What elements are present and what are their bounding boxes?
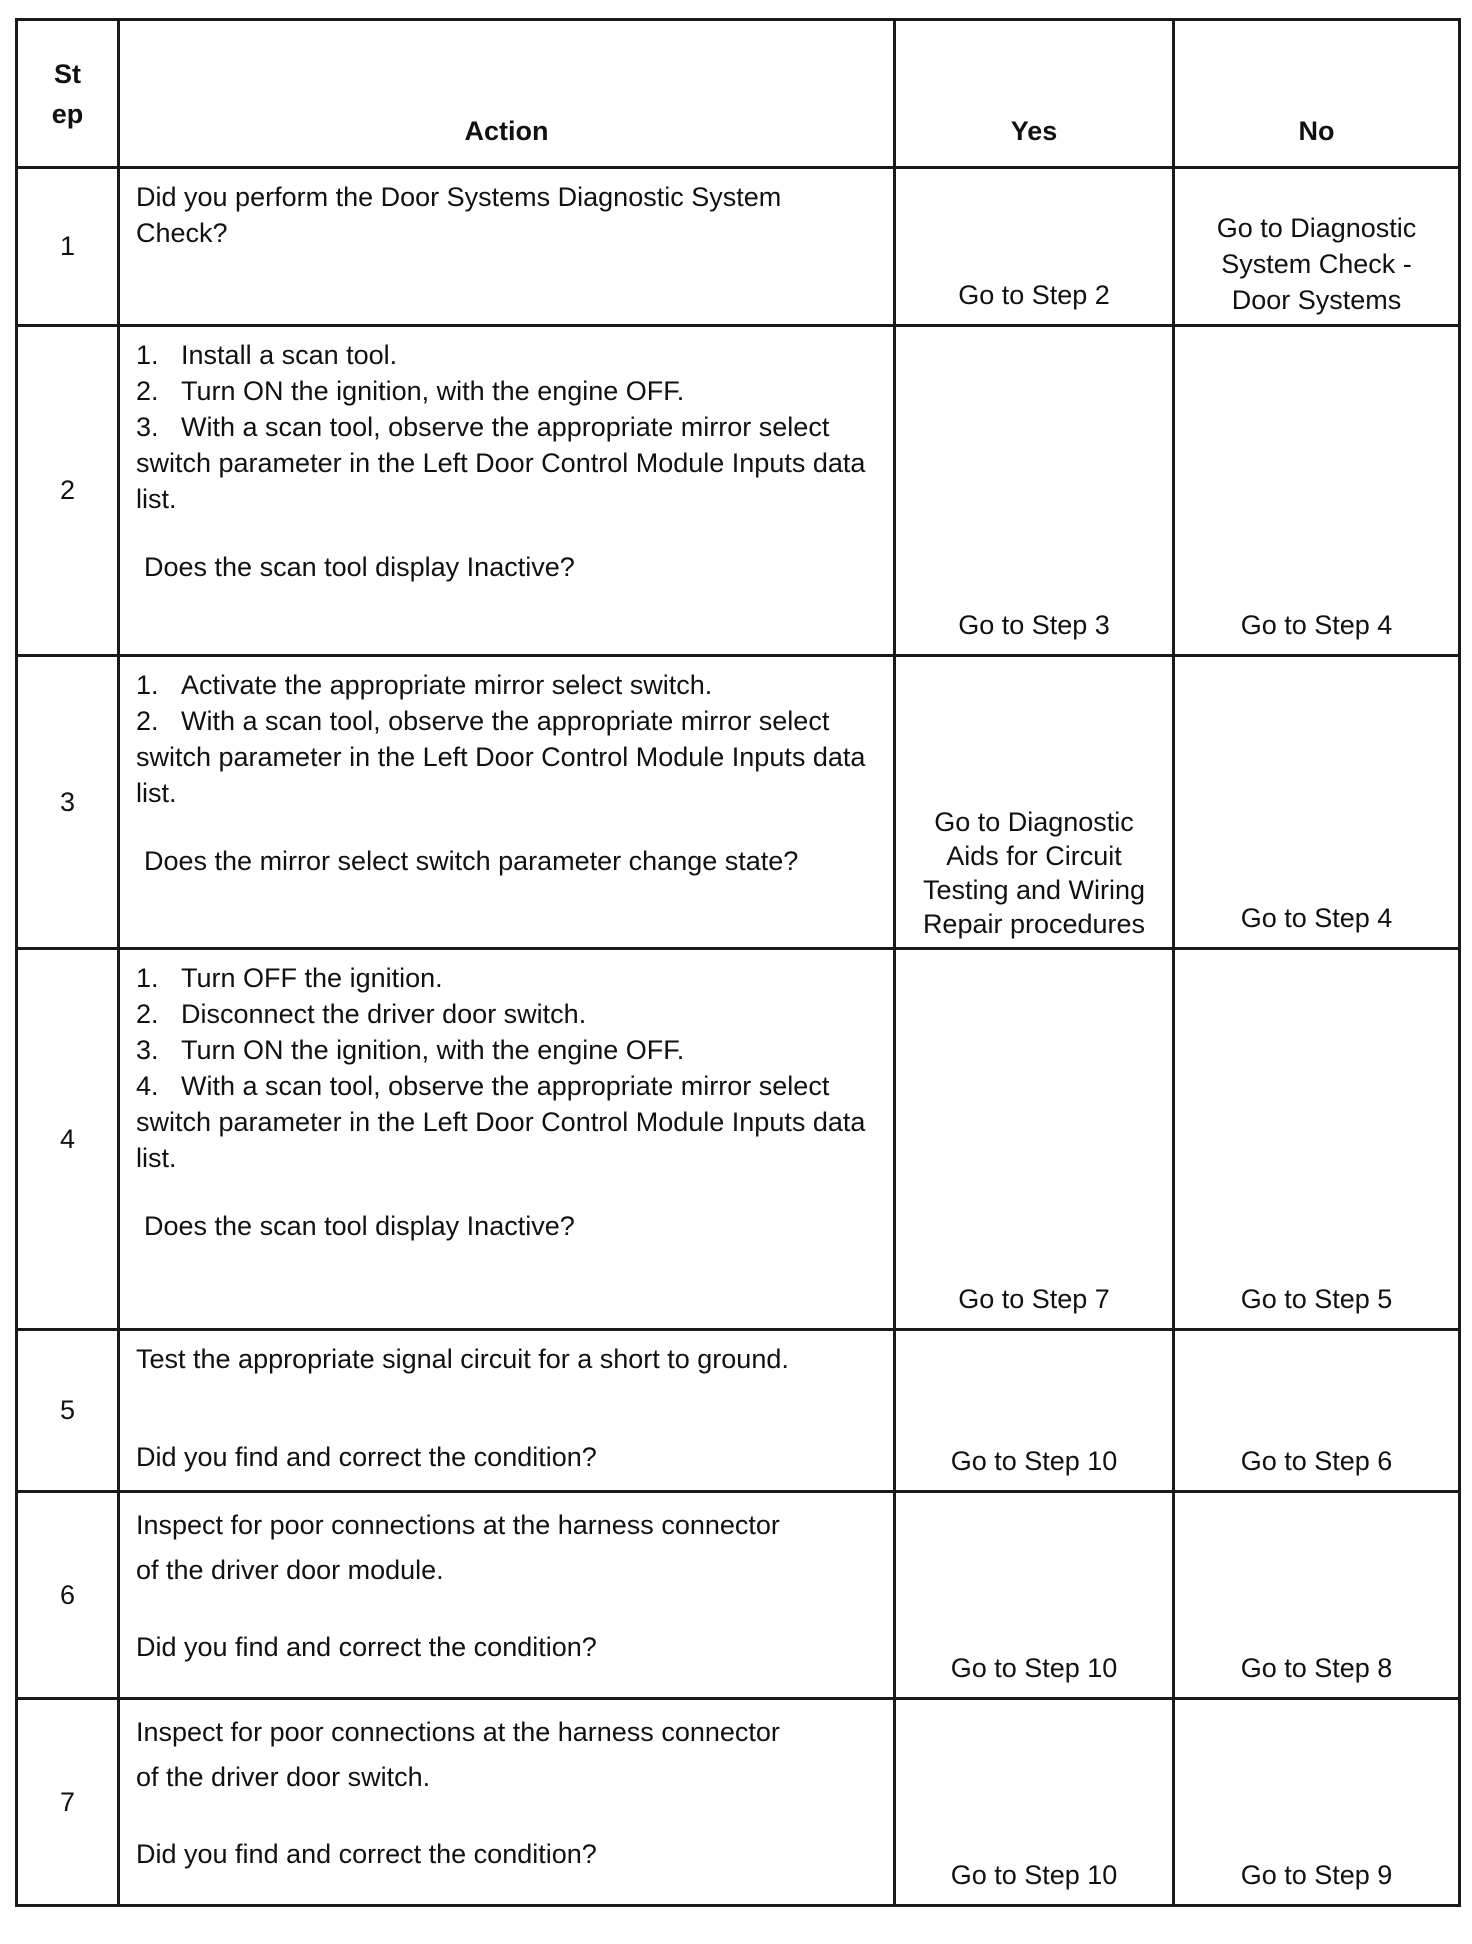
list-item: 3. With a scan tool, observe the appropriate mirror select switch parameter in the Left Door Control Module Inputs data list. — [136, 412, 866, 514]
action-cell — [119, 1492, 895, 1699]
action-cell — [119, 656, 895, 949]
no-cell: Go to Step 9 — [1174, 1699, 1460, 1906]
yes-cell: Go to Step 10 — [895, 1492, 1174, 1699]
step-number: 7 — [17, 1699, 119, 1906]
step-number: 6 — [17, 1492, 119, 1699]
header-step — [17, 20, 119, 168]
question: Does the mirror select switch parameter change state? — [144, 846, 799, 876]
yes-cell: Go to Step 3 — [895, 326, 1174, 656]
table-row — [17, 1330, 1460, 1492]
action-intro: Inspect for poor connections at the harness connector of the driver door switch. — [136, 1717, 780, 1792]
action-intro: Did you perform the Door Systems Diagnostic System Check? — [136, 182, 782, 248]
question: Did you find and correct the condition? — [136, 1632, 597, 1662]
diagnostic-table-container — [15, 18, 1458, 1907]
table-row — [17, 656, 1460, 949]
diagnostic-table — [15, 18, 1461, 1907]
action-cell — [119, 326, 895, 656]
header-step-line1: St — [54, 58, 81, 89]
header-step-line2: ep — [51, 98, 84, 129]
step-number: 2 — [17, 326, 119, 656]
action-cell — [119, 949, 895, 1330]
action-intro: Test the appropriate signal circuit for a short to ground. — [136, 1344, 789, 1374]
question: Does the scan tool display Inactive? — [144, 552, 575, 582]
list-item: 2. Disconnect the driver door switch. — [136, 999, 587, 1029]
header-row — [17, 20, 1460, 168]
table-row — [17, 326, 1460, 656]
step-number: 4 — [17, 949, 119, 1330]
question: Did you find and correct the condition? — [136, 1442, 597, 1472]
yes-cell — [895, 656, 1174, 949]
yes-cell: Go to Step 7 — [895, 949, 1174, 1330]
yes-cell: Go to Step 10 — [895, 1699, 1174, 1906]
table-row — [17, 1699, 1460, 1906]
action-intro: Inspect for poor connections at the harness connector of the driver door module. — [136, 1510, 780, 1585]
no-cell: Go to Step 8 — [1174, 1492, 1460, 1699]
header-action: Action — [119, 20, 895, 168]
list-item: 1. Install a scan tool. — [136, 340, 398, 370]
list-item: 2. Turn ON the ignition, with the engine OFF. — [136, 376, 685, 406]
no-cell: Go to Step 6 — [1174, 1330, 1460, 1492]
no-cell — [1174, 168, 1460, 326]
action-cell — [119, 168, 895, 326]
list-item: 2. With a scan tool, observe the appropriate mirror select switch parameter in the Left Door Control Module Inputs data list. — [136, 706, 866, 808]
table-row — [17, 1492, 1460, 1699]
step-number: 3 — [17, 656, 119, 949]
question: Did you find and correct the condition? — [136, 1839, 597, 1869]
yes-text: Go to Diagnostic Aids for Circuit Testing and Wiring Repair procedures — [922, 807, 1146, 939]
yes-cell: Go to Step 10 — [895, 1330, 1174, 1492]
list-item: 3. Turn ON the ignition, with the engine OFF. — [136, 1035, 685, 1065]
step-number: 1 — [17, 168, 119, 326]
header-no: No — [1174, 20, 1460, 168]
no-text: Go to Diagnostic System Check - Door Systems — [1216, 213, 1417, 315]
no-cell: Go to Step 4 — [1174, 326, 1460, 656]
list-item: 1. Activate the appropriate mirror select switch. — [136, 670, 713, 700]
table-row — [17, 168, 1460, 326]
no-cell: Go to Step 5 — [1174, 949, 1460, 1330]
no-cell: Go to Step 4 — [1174, 656, 1460, 949]
action-cell — [119, 1330, 895, 1492]
list-item: 4. With a scan tool, observe the appropriate mirror select switch parameter in the Left Door Control Module Inputs data list. — [136, 1071, 866, 1173]
header-yes: Yes — [895, 20, 1174, 168]
list-item: 1. Turn OFF the ignition. — [136, 963, 443, 993]
table-row — [17, 949, 1460, 1330]
step-number: 5 — [17, 1330, 119, 1492]
yes-cell: Go to Step 2 — [895, 168, 1174, 326]
question: Does the scan tool display Inactive? — [144, 1211, 575, 1241]
action-cell — [119, 1699, 895, 1906]
